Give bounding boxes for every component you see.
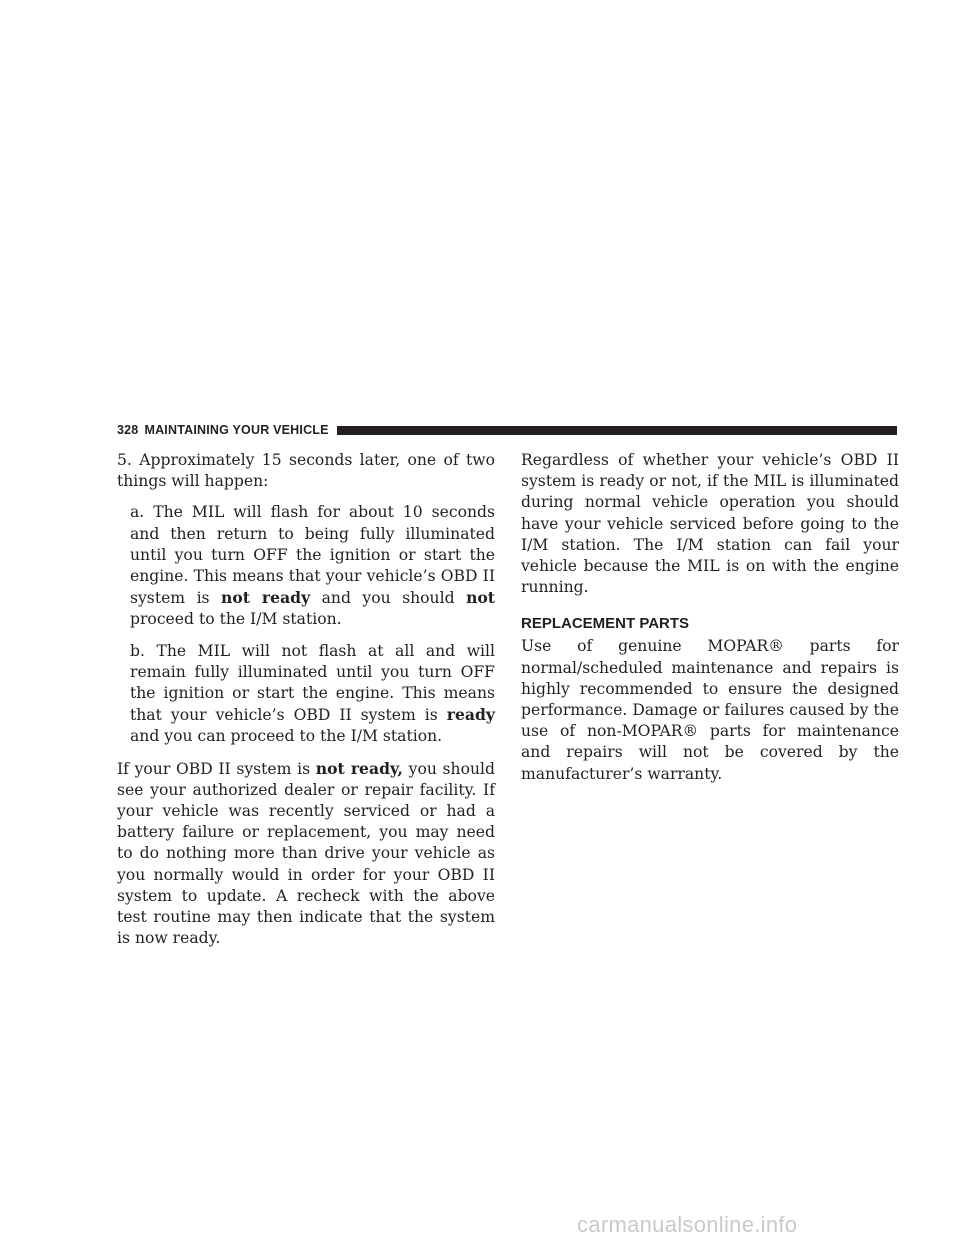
page-header (117, 422, 897, 438)
option-b-paragraph: b. The MIL will not flash at all and will remain fully illuminated until you turn OFF the ignition or start the engine. This means that your vehicle’s OBD II system is ready and you can proceed to the I/M station. (130, 641, 495, 746)
not-ready-comma-emphasis: not ready, (315, 758, 403, 778)
right-column (521, 450, 899, 795)
regardless-paragraph: Regardless of whether your vehicle’s OBD II system is ready or not, if the MIL is illuminated during normal vehicle operation you should have your vehicle serviced before going to the I/M station. The I/M station can fail your vehicle because the MIL is on with the engine running. (521, 451, 899, 597)
not-emphasis: not (466, 588, 496, 608)
left-column (117, 450, 495, 959)
replacement-parts-heading: REPLACEMENT PARTS (521, 615, 690, 633)
not-ready-paragraph: If your OBD II system is not ready, you should see your authorized dealer or repair facility. If your vehicle was recently serviced or had a battery failure or replacement, you may need to do nothing more than drive your vehicle as you normally would in order for your OBD II system to update. A recheck with the above test routine may then indicate that the system is now ready. (117, 758, 495, 948)
step-5-paragraph: 5. Approximately 15 seconds later, one of two things will happen: (117, 451, 495, 491)
not-ready-emphasis: not ready (221, 588, 311, 608)
header-rule (337, 426, 897, 435)
page-number: 328 (117, 423, 139, 437)
section-title: MAINTAINING YOUR VEHICLE (144, 423, 329, 437)
watermark-text: carmanualsonline.info (577, 1212, 798, 1237)
replacement-parts-paragraph: Use of genuine MOPAR® parts for normal/scheduled maintenance and repairs is highly recommended to ensure the designed performance. Damage or failures caused by the use of non-MOPAR® parts for maintenance and repairs will not be covered by the manufacturer’s warranty. (521, 637, 899, 783)
option-a-paragraph: a. The MIL will flash for about 10 seconds and then return to being fully illuminated until you turn OFF the ignition or start the engine. This means that your vehicle’s OBD II system is not ready and you should not proceed to the I/M station. (130, 503, 496, 629)
ready-emphasis: ready (446, 705, 495, 725)
